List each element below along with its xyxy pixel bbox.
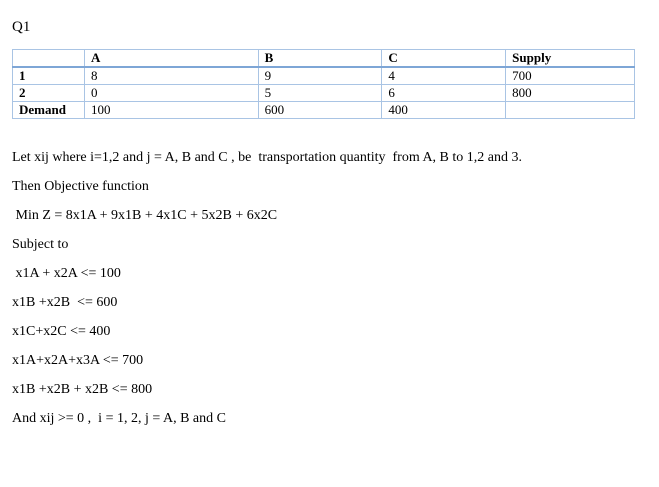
constraint-line: x1A + x2A <= 100 (12, 266, 121, 281)
table-cell: 100 (84, 102, 258, 119)
table-cell (506, 102, 635, 119)
header-cell-supply: Supply (506, 50, 635, 68)
subject-to-heading: Subject to (12, 237, 69, 252)
row-label: 1 (13, 67, 85, 85)
table-header-row (13, 50, 635, 68)
header-cell-empty (13, 50, 85, 68)
table-cell: 800 (506, 85, 635, 102)
objective-heading: Then Objective function (12, 179, 149, 194)
header-cell-b: B (258, 50, 382, 68)
table-cell: 8 (84, 67, 258, 85)
variable-definition-text: Let xij where i=1,2 and j = A, B and C , be transportation quantity from A, B to 1,2 and 3. (12, 150, 522, 165)
constraint-line: x1B +x2B + x2B <= 800 (12, 382, 153, 397)
row-label: Demand (13, 102, 85, 119)
table-cell: 6 (382, 85, 506, 102)
constraint-line: x1B +x2B <= 600 (12, 295, 118, 310)
table-row (13, 102, 635, 119)
non-negativity-constraint: And xij >= 0 , i = 1, 2, j = A, B and C (12, 411, 226, 426)
objective-function: Min Z = 8x1A + 9x1B + 4x1C + 5x2B + 6x2C (12, 208, 278, 223)
row-label: 2 (13, 85, 85, 102)
table-cell: 600 (258, 102, 382, 119)
header-cell-a: A (84, 50, 258, 68)
constraint-line: x1A+x2A+x3A <= 700 (12, 353, 144, 368)
table-cell: 4 (382, 67, 506, 85)
table-row (13, 67, 635, 85)
header-cell-c: C (382, 50, 506, 68)
table-cell: 5 (258, 85, 382, 102)
table-row (13, 85, 635, 102)
table-cell: 400 (382, 102, 506, 119)
table-cell: 0 (84, 85, 258, 102)
question-title: Q1 (12, 19, 31, 35)
constraint-line: x1C+x2C <= 400 (12, 324, 111, 339)
table-cell: 9 (258, 67, 382, 85)
transportation-table (12, 49, 635, 119)
table-cell: 700 (506, 67, 635, 85)
